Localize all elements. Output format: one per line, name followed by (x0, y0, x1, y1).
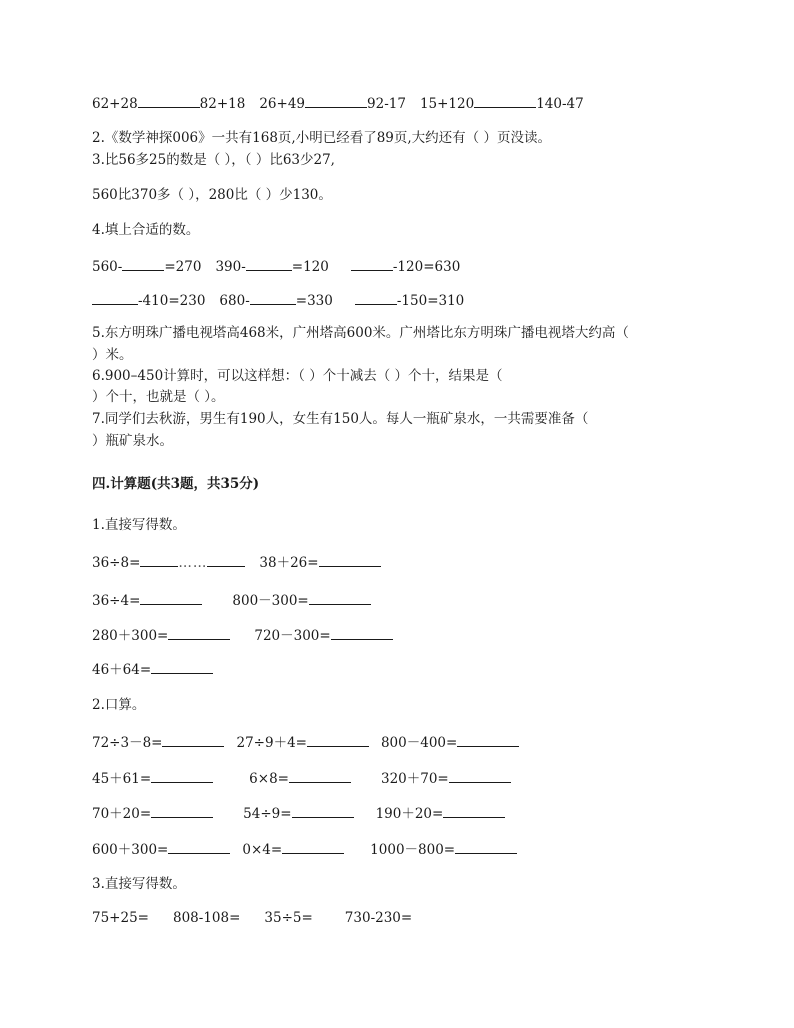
answer-blank[interactable] (355, 290, 397, 305)
expr: 190＋20= (375, 806, 444, 822)
expr: 800－300= (232, 593, 309, 609)
s4-q1-row2 (92, 590, 371, 610)
question-5-line1: 5.东方明珠广播电视塔高468米，广州塔高600米。广州塔比东方明珠广播电视塔大约高（ (92, 325, 629, 341)
answer-blank[interactable] (138, 93, 200, 108)
section-4-title: 四.计算题(共3题，共35分) (92, 476, 260, 492)
expr: 35÷5= (264, 910, 313, 926)
expr: 320＋70= (380, 771, 449, 787)
s4-q1-title: 1.直接写得数。 (92, 517, 186, 533)
expr: =270 (164, 259, 202, 275)
expr: 38＋26= (259, 555, 319, 571)
answer-blank[interactable] (289, 768, 351, 783)
expr: 75+25= (92, 910, 149, 926)
question-4-row2 (92, 290, 464, 310)
expr: 36÷8= (92, 555, 141, 571)
answer-blank[interactable] (140, 590, 202, 605)
s4-q3-row (92, 909, 412, 927)
expr: 72÷3－8= (92, 735, 163, 751)
answer-blank[interactable] (162, 732, 224, 747)
answer-blank[interactable] (319, 552, 381, 567)
expr: 800－400= (380, 735, 458, 751)
answer-blank[interactable] (168, 839, 230, 854)
expr: 82+18 (199, 96, 246, 112)
s4-q2-row2 (92, 768, 511, 788)
answer-blank[interactable] (292, 803, 354, 818)
question-4-row1 (92, 256, 460, 276)
expr: 0×4= (242, 842, 283, 858)
expr: -150=310 (396, 293, 465, 309)
expr: 46＋64= (92, 662, 152, 678)
expr: 280＋300= (92, 628, 169, 644)
answer-blank[interactable] (207, 552, 245, 567)
answer-blank[interactable] (151, 659, 213, 674)
answer-blank[interactable] (151, 803, 213, 818)
expr: 1000－800= (370, 842, 456, 858)
expr: 680- (219, 293, 250, 309)
expr: 36÷4= (92, 593, 141, 609)
expr: =120 (291, 259, 329, 275)
answer-blank[interactable] (309, 590, 371, 605)
expr: 92-17 (367, 96, 406, 112)
expr: 720－300= (254, 628, 331, 644)
s4-q2-title: 2.口算。 (92, 697, 146, 713)
question-4-title: 4.填上合适的数。 (92, 222, 200, 238)
answer-blank[interactable] (331, 625, 393, 640)
expr: -410=230 (138, 293, 206, 309)
answer-blank[interactable] (151, 768, 213, 783)
expr: 27÷9＋4= (236, 735, 307, 751)
expr: 45＋61= (92, 771, 152, 787)
answer-blank[interactable] (449, 768, 511, 783)
answer-blank[interactable] (305, 93, 367, 108)
answer-blank[interactable] (250, 290, 296, 305)
question-7-line1: 7.同学们去秋游，男生有190人，女生有150人。每人一瓶矿泉水，一共需要准备（ (92, 411, 589, 427)
expr: 390- (215, 259, 246, 275)
s4-q1-row3 (92, 625, 393, 645)
expr: 15+120 (419, 96, 475, 112)
expr: -120=630 (392, 259, 461, 275)
expr: 6×8= (249, 771, 289, 787)
answer-blank[interactable] (474, 93, 536, 108)
s4-q2-row3 (92, 803, 505, 823)
expr: =330 (295, 293, 333, 309)
expr: 54÷9= (243, 806, 292, 822)
fill-line-top (92, 93, 584, 113)
answer-blank[interactable] (443, 803, 505, 818)
answer-blank[interactable] (351, 256, 393, 271)
s4-q3-title: 3.直接写得数。 (92, 876, 186, 892)
s4-q2-row1 (92, 732, 519, 752)
question-5-line2: ）米。 (92, 347, 133, 363)
expr: 70＋20= (92, 806, 152, 822)
answer-blank[interactable] (457, 732, 519, 747)
answer-blank[interactable] (92, 290, 138, 305)
answer-blank[interactable] (140, 552, 178, 567)
answer-blank[interactable] (455, 839, 517, 854)
answer-blank[interactable] (246, 256, 292, 271)
question-2: 2.《数学神探006》一共有168页,小明已经看了89页,大约还有（ ）页没读。 (92, 130, 551, 146)
answer-blank[interactable] (122, 256, 164, 271)
question-6-line2: ）个十，也就是（ ）。 (92, 389, 225, 405)
answer-blank[interactable] (168, 625, 230, 640)
expr: 62+28 (92, 96, 138, 112)
s4-q2-row4 (92, 839, 517, 859)
expr: 730-230= (344, 910, 413, 926)
expr: 600＋300= (92, 842, 169, 858)
s4-q1-row4 (92, 659, 213, 679)
question-3-line2: 560比370多（ ），280比（ ）少130。 (92, 187, 332, 203)
s4-q1-row1 (92, 552, 381, 572)
answer-blank[interactable] (307, 732, 369, 747)
expr: 560- (92, 259, 123, 275)
question-7-line2: ）瓶矿泉水。 (92, 433, 173, 449)
expr: 140-47 (536, 96, 584, 112)
expr: 26+49 (259, 96, 306, 112)
question-3-line1: 3.比56多25的数是（ ），（ ）比63少27, (92, 152, 335, 168)
expr: 808-108= (172, 910, 241, 926)
remainder-dots: …… (178, 555, 208, 571)
answer-blank[interactable] (282, 839, 344, 854)
question-6-line1: 6.900–450计算时，可以这样想：（ ）个十减去（ ）个十，结果是（ (92, 368, 503, 384)
